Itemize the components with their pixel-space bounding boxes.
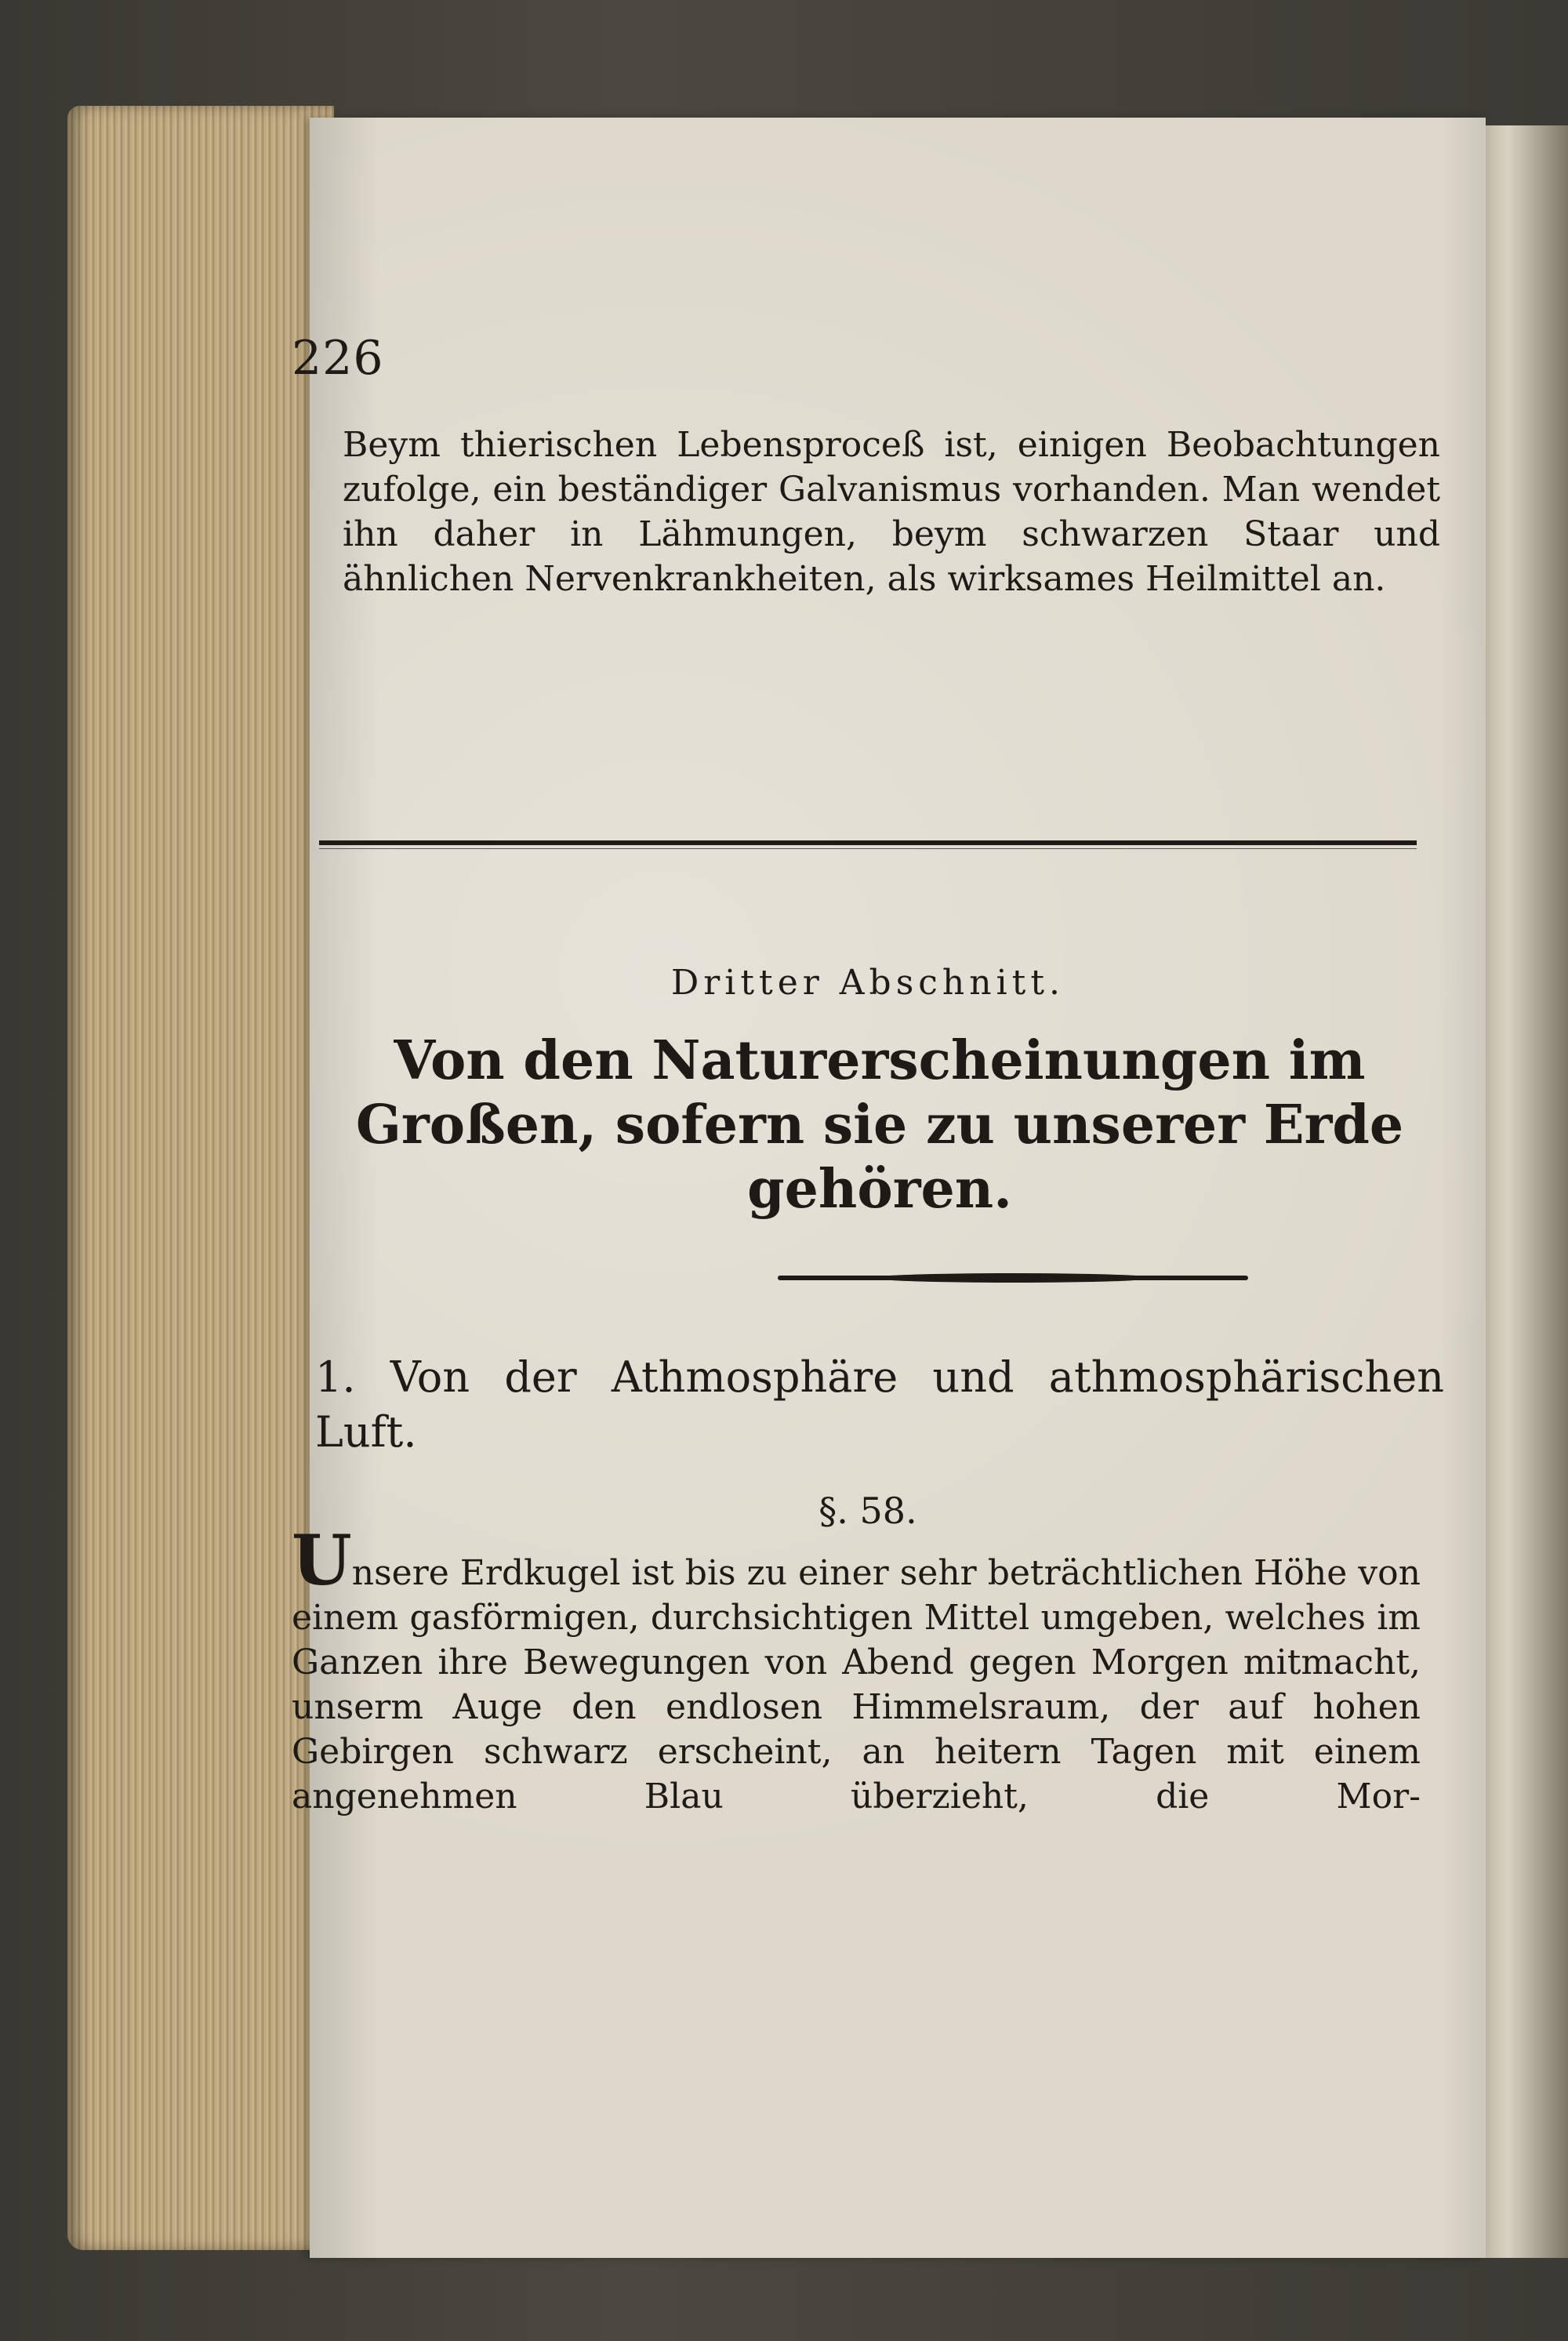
book-page-edges — [67, 106, 334, 2250]
drop-initial: U — [292, 1519, 352, 1601]
page-number: 226 — [292, 331, 384, 386]
body-paragraph — [292, 1519, 1421, 1819]
body-paragraph-text: nsere Erdkugel ist bis zu einer sehr beträchtlichen Höhe von einem gasförmigen, durchsichtigen Mittel umgeben, welches im Ganzen ihre Bewegungen von Abend gegen Morgen mitmacht, unserm Auge den endlosen Himmelsraum, der auf hohen Gebirgen schwarz erscheint, an heitern Tagen mit einem angenehmen Blau überzieht, die Mor- — [292, 1553, 1421, 1817]
chapter-title: Von den Naturerscheinungen im Großen, sofern sie zu unserer Erde gehören. — [355, 1029, 1404, 1221]
section-label: Dritter Abschnitt. — [670, 963, 1065, 1003]
paragraph-number: §. 58. — [818, 1490, 917, 1532]
facing-page-edge — [1475, 125, 1568, 2258]
subsection-title: 1. Von der Athmosphäre und athmosphärischen Luft. — [315, 1352, 1444, 1457]
intro-paragraph: Beym thierischen Lebensproceß ist, einigen Beobachtungen zufolge, ein beständiger Galvanismus vorhanden. Man wendet ihn daher in Lähmungen, beym schwarzen Staar und ähnlichen Nervenkrankheiten, als wirksames Heilmittel an. — [343, 425, 1440, 599]
title-underline-rule — [778, 1276, 1248, 1280]
section-divider-rule — [319, 840, 1417, 845]
